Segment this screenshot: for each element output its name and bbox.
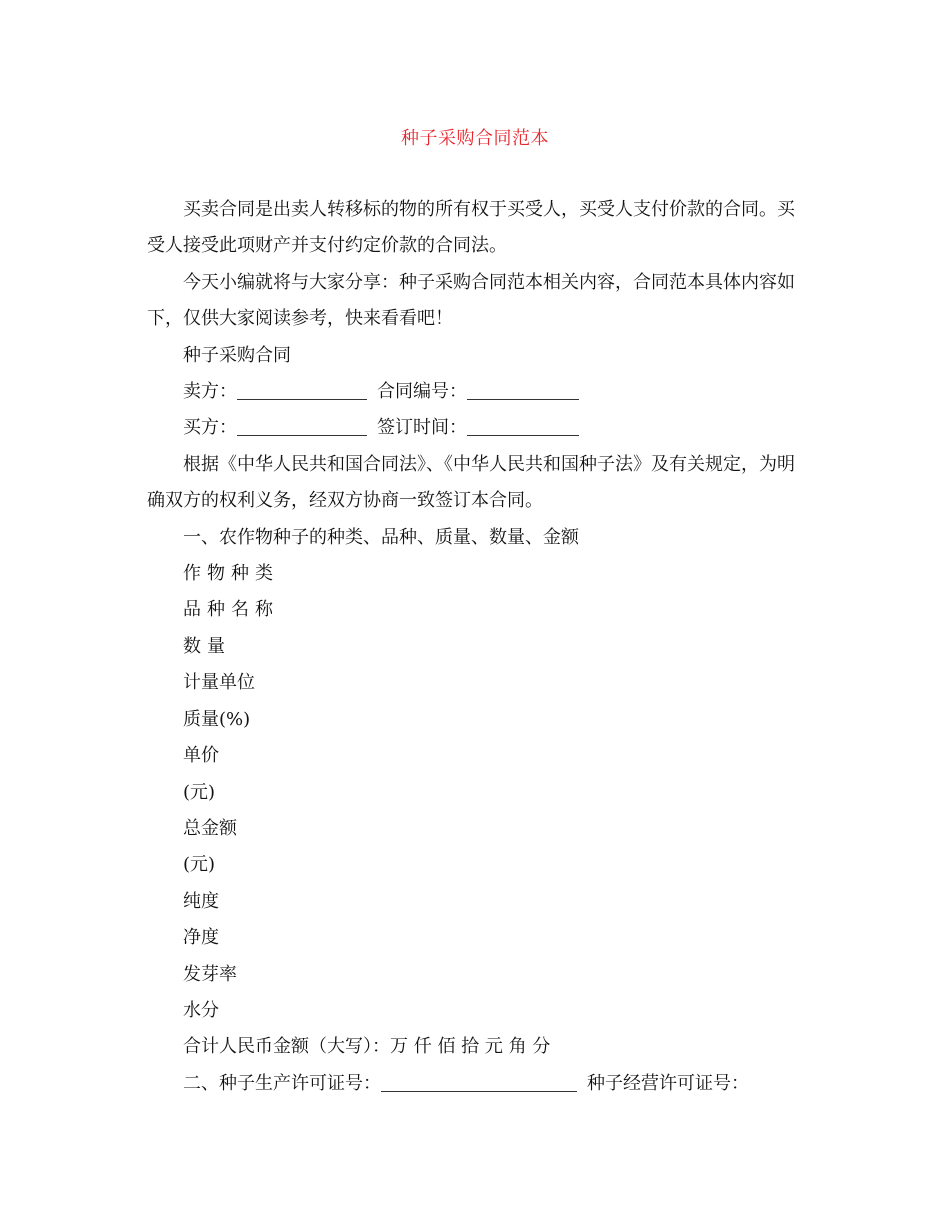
sign-time-blank bbox=[467, 417, 579, 436]
document-title: 种子采购合同范本 bbox=[401, 128, 549, 149]
production-license-label: 二、种子生产许可证号： bbox=[183, 1072, 381, 1094]
total-units: 万 仟 佰 拾 元 角 分 bbox=[390, 1036, 551, 1058]
intro-paragraph-1: 买卖合同是出卖人转移标的物的所有权于买受人，买受人支付价款的合同。买受人接受此项财产并支付约定价款的合同法。 bbox=[147, 199, 795, 257]
business-license-label: 种子经营许可证号： bbox=[587, 1072, 749, 1094]
section-1-heading: 一、农作物种子的种类、品种、质量、数量、金额 bbox=[183, 526, 579, 548]
field-crop-type: 作物种类 bbox=[183, 563, 279, 585]
seller-label: 卖方： bbox=[183, 381, 237, 403]
field-unit: 计量单位 bbox=[183, 672, 255, 694]
section-2-line bbox=[147, 1066, 807, 1102]
production-license-blank bbox=[381, 1073, 577, 1092]
contract-title: 种子采购合同 bbox=[183, 344, 291, 366]
basis-paragraph: 根据《中华人民共和国合同法》、《中华人民共和国种子法》及有关规定，为明确双方的权利义务，经双方协商一致签订本合同。 bbox=[147, 453, 795, 512]
contract-no-blank bbox=[467, 381, 579, 400]
document-body bbox=[147, 192, 807, 1102]
field-germination-rate: 发芽率 bbox=[183, 963, 237, 985]
field-cleanliness: 净度 bbox=[183, 927, 219, 949]
field-unit-price-currency: (元) bbox=[183, 781, 216, 803]
buyer-blank bbox=[237, 417, 367, 436]
total-line bbox=[147, 1029, 807, 1065]
total-label: 合计人民币金额（大写）： bbox=[183, 1036, 390, 1058]
sign-time-label: 签订时间： bbox=[377, 417, 467, 439]
seller-blank bbox=[237, 381, 367, 400]
field-total-amount-currency: (元) bbox=[183, 854, 216, 876]
field-quantity: 数量 bbox=[183, 635, 231, 657]
field-purity: 纯度 bbox=[183, 890, 219, 912]
seller-line bbox=[147, 374, 807, 410]
field-total-amount: 总金额 bbox=[183, 817, 237, 839]
field-quality: 质量(%) bbox=[183, 708, 251, 730]
contract-no-label: 合同编号： bbox=[377, 381, 467, 403]
buyer-line bbox=[147, 410, 807, 446]
field-unit-price: 单价 bbox=[183, 745, 219, 767]
intro-paragraph-2: 今天小编就将与大家分享：种子采购合同范本相关内容，合同范本具体内容如下，仅供大家阅读参考，快来看看吧！ bbox=[147, 271, 795, 330]
field-moisture: 水分 bbox=[183, 999, 219, 1021]
buyer-label: 买方： bbox=[183, 417, 237, 439]
field-variety-name: 品种名称 bbox=[183, 599, 279, 621]
